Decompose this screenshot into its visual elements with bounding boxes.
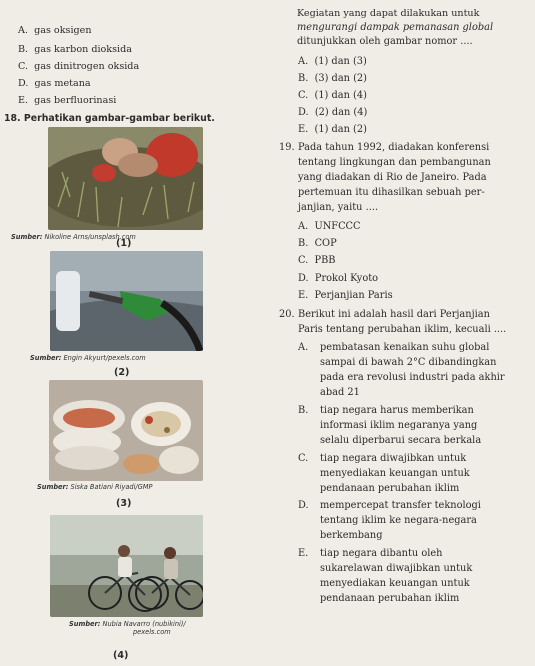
q19-line-1: Pada tahun 1992, diadakan konferensi xyxy=(298,142,490,153)
q19-option-b[interactable]: B. COP xyxy=(298,238,337,249)
q20-line-2: Paris tentang perubahan iklim, kecuali .... xyxy=(298,324,507,335)
q18-stem xyxy=(4,113,215,125)
image-4-label: (4) xyxy=(113,650,129,661)
image-4-source: Sumber: Nubia Navarro (nubikini)/ xyxy=(69,620,186,628)
image-2-label: (2) xyxy=(114,367,130,378)
image-1-source: Sumber: Nikoline Arns/unsplash.com xyxy=(11,233,136,241)
q19-option-d[interactable]: D. Prokol Kyoto xyxy=(298,273,379,284)
q19-option-c[interactable]: C. PBB xyxy=(298,255,336,266)
q20-line-1: Berikut ini adalah hasil dari Perjanjian xyxy=(298,309,490,320)
image-1-planting xyxy=(48,127,203,230)
q19-line-2: tentang lingkungan dan pembangunan xyxy=(298,157,491,168)
q18-option-d[interactable]: D. (2) dan (4) xyxy=(298,107,368,118)
q19-number: 19. xyxy=(279,142,295,153)
prev-option-b[interactable]: B. gas karbon dioksida xyxy=(18,44,132,55)
q18-continuation-2: mengurangi dampak pemanasan global xyxy=(297,22,494,33)
q18-option-c[interactable]: C. (1) dan (4) xyxy=(298,90,367,101)
q19-line-3: yang diadakan di Rio de Janeiro. Pada xyxy=(298,172,487,183)
image-1-label: (1) xyxy=(116,238,132,249)
q19-line-4: pertemuan itu dihasilkan sebuah per- xyxy=(298,187,485,198)
image-3-leftover-food xyxy=(49,380,203,481)
q18-option-b[interactable]: B. (3) dan (2) xyxy=(298,73,367,84)
q18-option-e[interactable]: E. (1) dan (2) xyxy=(298,124,367,135)
q19-option-e[interactable]: E. Perjanjian Paris xyxy=(298,290,393,301)
image-2-source: Sumber: Engin Akyurt/pexels.com xyxy=(30,354,146,362)
q18-number: 18. xyxy=(4,113,21,124)
prev-option-a[interactable]: A. gas oksigen xyxy=(18,25,92,36)
q18-continuation-1: Kegiatan yang dapat dilakukan untuk xyxy=(297,8,480,19)
q19-option-a[interactable]: A. UNFCCC xyxy=(298,221,361,232)
image-3-source: Sumber: Siska Batiani Riyadi/GMP xyxy=(37,483,153,491)
image-4-source-line2: pexels.com xyxy=(133,628,171,636)
q18-text: Perhatikan gambar-gambar berikut. xyxy=(23,113,215,124)
image-2-fuel-nozzle xyxy=(50,251,203,351)
prev-option-e[interactable]: E. gas berfluorinasi xyxy=(18,95,117,106)
q18-continuation-3: ditunjukkan oleh gambar nomor .... xyxy=(297,36,473,47)
q20-number: 20. xyxy=(279,309,295,320)
image-4-cycling xyxy=(50,515,203,617)
q19-line-5: janjian, yaitu .... xyxy=(298,202,379,213)
prev-option-d[interactable]: D. gas metana xyxy=(18,78,91,89)
prev-option-c[interactable]: C. gas dinitrogen oksida xyxy=(18,61,140,72)
image-3-label: (3) xyxy=(116,498,132,509)
q18-option-a[interactable]: A. (1) dan (3) xyxy=(298,56,367,67)
